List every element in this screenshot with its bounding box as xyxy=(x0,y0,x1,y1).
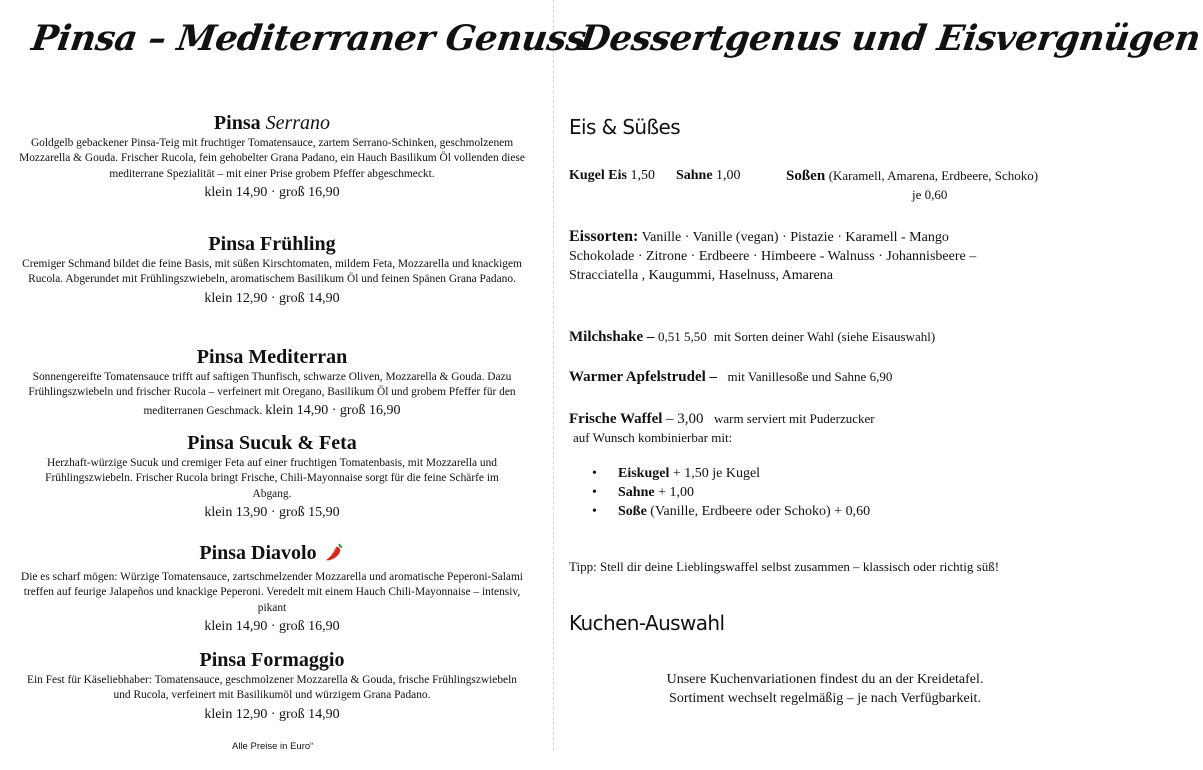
waffel-tipp: Tipp: Stell dir deine Lieblingswaffel selbst zusammen – klassisch oder richtig süß! xyxy=(569,559,1000,574)
milchshake-row: Milchshake – 0,51 5,50 mit Sorten deiner Wahl (siehe Eisauswahl) xyxy=(569,329,936,345)
eis-heading: Eis & Süßes xyxy=(569,115,681,139)
item-price: klein 14,90 · groß 16,90 xyxy=(204,184,340,200)
dessert-page xyxy=(560,0,1203,770)
pinsa-page xyxy=(0,0,589,770)
waffel-row: Frische Waffel – 3,00 warm serviert mit Puderzucker xyxy=(569,411,875,427)
dessert-page-title: Dessertgenus und Eisvergnügen xyxy=(577,18,1203,59)
kuchen-text: Unsere Kuchenvariationen findest du an der Kreidetafel. Sortiment wechselt regelmäßig – je nach Verfügbarkeit. xyxy=(666,672,984,706)
item-title: Pinsa Diavolo xyxy=(12,541,532,568)
menu-item-diavolo xyxy=(12,541,532,636)
waffel-options-list xyxy=(600,464,870,521)
price-currency-note: Alle Preise in Euro“ xyxy=(232,741,314,752)
menu-item-fruehling xyxy=(12,233,532,308)
item-price: klein 12,90 · groß 14,90 xyxy=(204,290,340,306)
eissorten-block: Eissorten: Vanille · Vanille (vegan) · Pistazie · Karamell - Mango Schokolade · Zitrone · Erdbeere · Himbeere - Walnuss · Johannisbeere – Stracciatella , Kaugummi, Haselnuss, Amarena xyxy=(569,228,977,283)
sossen-price: je 0,60 xyxy=(912,187,948,202)
item-title: Pinsa Mediterran xyxy=(196,346,348,368)
apfelstrudel-row: Warmer Apfelstrudel – mit Vanillesoße und Sahne 6,90 xyxy=(569,369,893,385)
waffel-combinable-note: auf Wunsch kombinierbar mit: xyxy=(573,430,733,445)
item-description: Sonnengereifte Tomatensauce trifft auf saftigen Thunfisch, schwarze Oliven, Mozzarella & Gouda. Dazu Frühlingszwiebeln und frischer Rucola – verfeinert mit Oregano, Basilikum Öl und grobem Pfeffer für den mediterranen Geschmack. klein 14,90 · groß 16,90 xyxy=(28,371,516,418)
item-title: Pinsa Sucuk & Feta xyxy=(187,432,357,454)
item-description: Goldgelb gebackener Pinsa-Teig mit fruchtiger Tomatensauce, zartem Serrano-Schinken, geschmolzenem Mozzarella & Gouda. Frischer Rucola, fein gehobelter Grana Padano, ein Hauch Basilikum Öl vollenden diese mediterrane Spezialität – mit einer Prise grobem Pfeffer abgeschmeckt. xyxy=(19,137,525,180)
kugel-sahne-row: Kugel Eis 1,50 Sahne 1,00 xyxy=(569,168,741,183)
item-title: Pinsa Formaggio xyxy=(199,649,345,671)
menu-item-serrano xyxy=(12,112,532,202)
menu-item-mediterran xyxy=(12,346,532,420)
sossen-row: Soßen (Karamell, Amarena, Erdbeere, Schoko) xyxy=(786,168,1039,184)
item-description: Herzhaft-würzige Sucuk und cremiger Feta auf einer fruchtigen Tomatenbasis, mit Mozzarella und Frühlingszwiebeln. Frischer Rucola bringt Frische, Chili-Mayonnaise sorgt für die feine Schärfe im Abgang. xyxy=(45,457,499,500)
item-price: klein 14,90 · groß 16,90 xyxy=(265,402,401,418)
item-title: Pinsa Serrano xyxy=(213,112,331,134)
kuchen-heading: Kuchen-Auswahl xyxy=(569,611,725,635)
page-divider xyxy=(553,0,554,750)
item-description: Cremiger Schmand bildet die feine Basis, mit süßen Kirschtomaten, mildem Feta, Mozzarella und knackigem Rucola. Abgerundet mit Frühlingszwiebeln, aromatischem Basilikum Öl und feinen Spänen Grana Padano. xyxy=(22,258,522,286)
item-description: Die es scharf mögen: Würzige Tomatensauce, zartschmelzender Mozzarella und aromatische Peperoni-Salami treffen auf feurige Jalapeños und knackige Peperoni. Veredelt mit einem Hauch Chili-Mayonnaise – intensiv, pikant xyxy=(21,571,523,614)
item-price: klein 13,90 · groß 15,90 xyxy=(204,504,340,520)
list-item: • Sahne + 1,00 xyxy=(600,483,870,502)
list-item: • Soße (Vanille, Erdbeere oder Schoko) + 0,60 xyxy=(600,502,870,521)
menu-item-sucuk-feta xyxy=(12,432,532,522)
item-description: Ein Fest für Käseliebhaber: Tomatensauce, geschmolzener Mozzarella & Gouda, frische Frühlingszwiebeln und Rucola, verfeinert mit Basilikumöl und würzigem Grana Padano. xyxy=(27,674,517,702)
list-item: • Eiskugel + 1,50 je Kugel xyxy=(600,464,870,483)
pinsa-page-title: Pinsa – Mediterraner Genuss xyxy=(29,18,589,59)
item-price: klein 14,90 · groß 16,90 xyxy=(204,618,340,634)
item-title: Pinsa Frühling xyxy=(208,233,336,255)
chili-pepper-icon xyxy=(323,541,345,568)
item-price: klein 12,90 · groß 14,90 xyxy=(204,706,340,722)
menu-item-formaggio xyxy=(12,649,532,724)
